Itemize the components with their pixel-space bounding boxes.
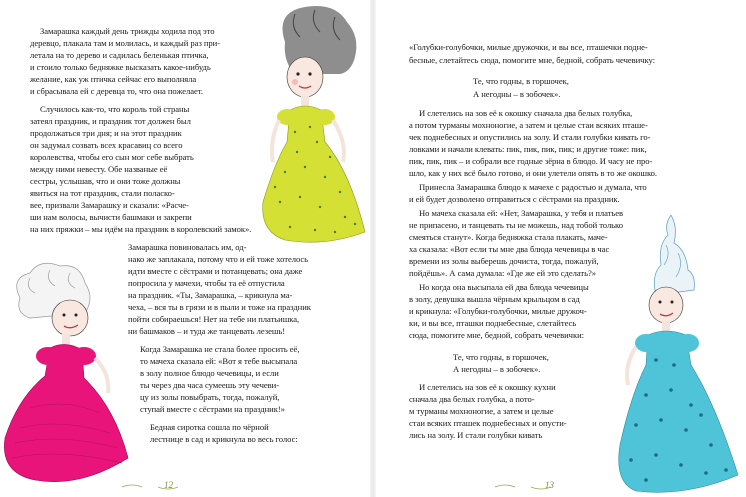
- left-text-line: и сбрасывала ей с деревца то, что она пожелает.: [30, 86, 203, 96]
- right-text-line: шло, как у них всё было готово, и они улетели опять в то же окошко.: [409, 168, 658, 178]
- right-text-line: ки, и вы все, пташки поднебесные, слетайтесь: [409, 318, 577, 328]
- left-text-line: между ними невесту. Обе названые её: [30, 164, 168, 174]
- right-text-line: сначала два белых голубка, а пото-: [409, 394, 535, 404]
- right-text-line: и ей будет дозволено отправиться с сёстрами на праздник.: [409, 194, 620, 204]
- girl-green-dress-illustration: [255, 2, 373, 262]
- right-text-line: пик, пик, пик – и собрали все годные зёрна в блюдо. И часу не про-: [409, 156, 653, 166]
- left-text-line: Когда Замарашка не стала более просить её,: [140, 344, 300, 354]
- left-text-line: ни башмаков – и туда же танцевать лезешь!: [128, 326, 286, 336]
- right-text-line: времени из золы выберешь дочиста, тогда, пожалуй,: [409, 256, 599, 266]
- right-text-line: чек поднебесных и опустились на золу. И стали голубки кивать го-: [409, 132, 651, 142]
- right-text-line: Те, что годны, в горшочек,: [473, 76, 569, 86]
- left-text-line: ты через два часа сумеешь эту чечеви-: [140, 380, 280, 390]
- right-text-line: ха сказала: «Вот если ты мне два блюда чечевицы в час: [409, 244, 610, 254]
- right-text-line: не припасено, и танцевать ты не можешь, над тобой только: [409, 220, 623, 230]
- left-text-line: чеха, – вся ты в грязи и в пыли и тоже на праздник: [128, 302, 311, 312]
- left-text-line: деревцо, плакала там и молилась, и каждый раз при-: [30, 38, 221, 48]
- left-text-line: нако же заплакала, потому что и ей тоже хотелось: [128, 254, 309, 264]
- right-page: [373, 0, 746, 497]
- right-text-line: И слетелись на зов её к окошку кухни: [419, 382, 556, 392]
- left-text-line: королевства, чтобы его сын мог себе выбрать: [30, 152, 194, 162]
- right-text-line: Но мачеха сказала ей: «Нет, Замарашка, у тебя и платьев: [419, 208, 624, 218]
- right-text-line: м турманы мохноногие, а затем и целые: [409, 406, 554, 416]
- right-text-line: бесные, слетайтесь сюда, помогите мне, бедной, собрать чечевичку:: [409, 55, 655, 65]
- right-text-line: а потом турманы мохноногие, а затем и целые стаи всяких пташе-: [409, 120, 648, 130]
- left-text-line: лестнице в сад и крикнула во весь голос:: [150, 434, 298, 444]
- right-text-line: смеяться станут». Когда бедняжка стала плакать, маче-: [409, 232, 608, 242]
- right-text-line: А негодны – в зобочек».: [453, 364, 541, 374]
- right-text-line: стаи всяких пташек поднебесных и опусти-: [409, 418, 567, 428]
- right-text-line: в золу, девушка вышла чёрным крыльцом в сад: [409, 294, 580, 304]
- left-text-line: Бедная сиротка сошла по чёрной: [150, 422, 269, 432]
- right-text-line: И слетелись на зов её к окошку сначала два белых голубка,: [419, 108, 633, 118]
- left-text-line: на праздник. «Ты, Замарашка, – крикнула ма-: [128, 290, 293, 300]
- left-text-line: цу из золы повыбрать, тогда, пожалуй,: [140, 392, 280, 402]
- left-text-line: на них пряжки – мы идём на праздник в королевский замок».: [30, 224, 252, 234]
- right-text-line: Принесла Замарашка блюдо к мачехе с радостью и думала, что: [419, 182, 647, 192]
- right-text-line: лись на золу. И стали голубки кивать: [409, 430, 543, 440]
- left-text-line: затеял праздник, и праздник тот должен был: [30, 116, 191, 126]
- left-text-line: то мачеха сказала ей: «Вот я тебе высыпала: [140, 356, 298, 366]
- right-text-line: пойдёшь». А сама думала: «Где же ей это сделать?»: [409, 268, 597, 278]
- left-text-line: он задумал созвать всех красавиц со всего: [30, 140, 183, 150]
- left-text-line: Замарашка каждый день трижды ходила под это: [40, 26, 215, 36]
- right-text-line: А негодны – в зобочек».: [473, 89, 561, 99]
- right-text-line: и крикнула: «Голубки-голубочки, милые дружоч-: [409, 306, 587, 316]
- right-text-line: сюда, помогите мне, бедной, собрать чечевички:: [409, 330, 584, 340]
- left-text-line: в золу полное блюдо чечевицы, и если: [140, 368, 279, 378]
- girl-pink-dress-illustration: [0, 258, 135, 493]
- page-ornament-right: [493, 483, 553, 491]
- left-text-line: пойти собираешься! Нет на тебе ни платьишка,: [128, 314, 300, 324]
- right-text-line: Но когда она высыпала ей два блюда чечевицы: [419, 282, 589, 292]
- left-text-line: вее, призвали Замарашку и сказали: «Расче-: [30, 200, 189, 210]
- right-text-line: «Голубки-голубочки, милые дружочки, и вы все, пташечки подне-: [409, 42, 648, 52]
- left-text-line: летала на то дерево и садилась беленькая птичка,: [30, 50, 209, 60]
- left-text-line: и стоило только бедняжке высказать какое-нибудь: [30, 62, 211, 72]
- page-number-left: 12: [164, 480, 173, 490]
- left-text-line: явиться на тот праздник, стали поласко-: [30, 188, 175, 198]
- left-text-line: продолжаться три дня; и на этот праздник: [30, 128, 182, 138]
- girl-blue-dress-illustration: [616, 215, 744, 497]
- right-text-line: Те, что годны, в горшочек,: [453, 352, 549, 362]
- left-text-line: идти вместе с сёстрами и потанцевать; она даже: [128, 266, 303, 276]
- left-text-line: Случилось как-то, что король той страны: [40, 104, 190, 114]
- left-text-line: ступай вместе с сёстрами на праздник!»: [140, 404, 285, 414]
- page-number-right: 13: [545, 480, 554, 490]
- left-text-line: попросила у мачехи, чтобы та её отпустила: [128, 278, 285, 288]
- left-text-line: сестры, услышав, что и они тоже должны: [30, 176, 181, 186]
- right-text-line: ловками и начали клевать: пик, пик, пик, пик; и другие тоже: пик,: [409, 144, 647, 154]
- left-text-line: Замарашка повиновалась им, од-: [128, 242, 247, 252]
- left-text-line: желание, как уж птичка сейчас его выполняла: [30, 74, 197, 84]
- left-text-line: ши нам волосы, вычисти башмаки и закрепи: [30, 212, 192, 222]
